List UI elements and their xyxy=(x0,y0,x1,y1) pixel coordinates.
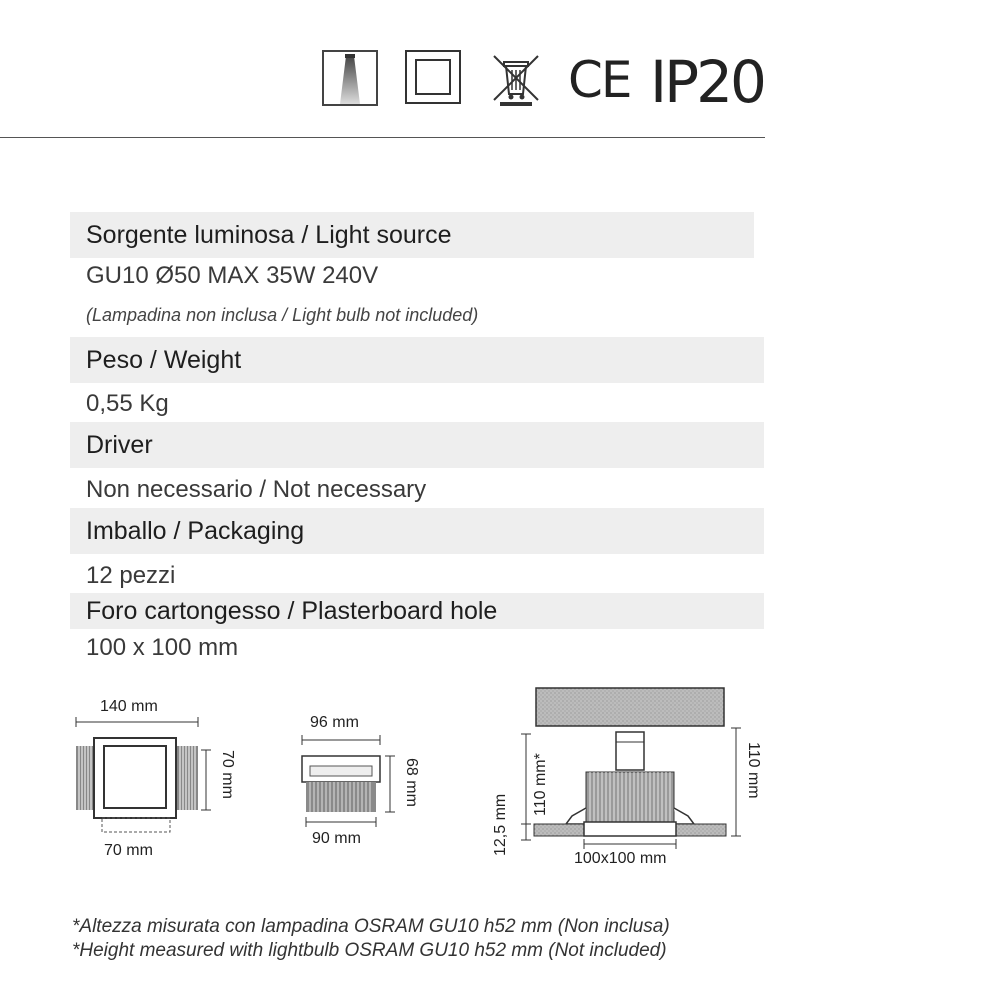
weee-bin-icon xyxy=(490,52,542,111)
spec-value-weight: 0,55 Kg xyxy=(86,390,169,417)
spec-heading-packaging: Imballo / Packaging xyxy=(70,508,764,554)
section-view-drawing xyxy=(490,680,770,880)
spec-value-plasterboard-hole: 100 x 100 mm xyxy=(86,634,239,661)
side-height-label: 68 mm xyxy=(403,758,420,807)
spec-value-driver: Non necessario / Not necessary xyxy=(86,476,427,503)
section-trim-label: 12,5 mm xyxy=(492,793,509,856)
ce-mark: CE xyxy=(568,51,631,109)
section-hole-label: 100x100 mm xyxy=(574,850,667,867)
spec-value-light-source: GU10 Ø50 MAX 35W 240V xyxy=(86,262,379,289)
spec-note-light-source: (Lampadina non inclusa / Light bulb not included) xyxy=(86,305,479,325)
spec-heading-plasterboard-hole: Foro cartongesso / Plasterboard hole xyxy=(70,593,764,629)
spec-heading-driver: Driver xyxy=(70,422,764,468)
spec-heading-light-source: Sorgente luminosa / Light source xyxy=(70,212,754,258)
header-divider xyxy=(0,137,765,138)
spec-value-packaging: 12 pezzi xyxy=(86,562,176,589)
section-bulb-height-label: 110 mm* xyxy=(532,753,549,816)
side-bottom-width-label: 90 mm xyxy=(312,830,361,847)
square-frame-icon xyxy=(405,50,461,111)
ip-rating: IP20 xyxy=(650,48,764,116)
footnote-english: *Height measured with lightbulb OSRAM GU10 h52 mm (Not included) xyxy=(72,940,667,961)
side-top-width-label: 96 mm xyxy=(310,714,359,731)
section-height-label: 110 mm xyxy=(745,742,762,799)
front-view-drawing xyxy=(70,690,250,870)
footnote-italian: *Altezza misurata con lampadina OSRAM GU10 h52 mm (Non inclusa) xyxy=(72,916,670,937)
downlight-beam-icon xyxy=(322,50,378,111)
side-view-drawing xyxy=(290,710,440,860)
front-width-label: 140 mm xyxy=(100,698,158,715)
front-inner-width-label: 70 mm xyxy=(104,842,153,859)
spec-heading-weight: Peso / Weight xyxy=(70,337,764,383)
front-height-label: 70 mm xyxy=(219,750,236,799)
